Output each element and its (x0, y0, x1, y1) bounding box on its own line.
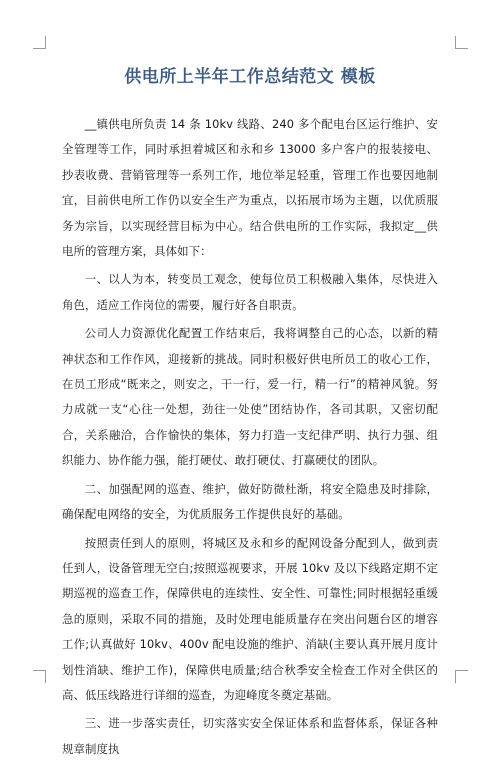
crop-mark-bottom-right (455, 670, 468, 683)
document-body (62, 112, 438, 765)
paragraph-section-three: 三、进一步落实责任，切实落实安全保证体系和监督体系，保证各种规章制度执 (62, 716, 438, 756)
document-title: 供电所上半年工作总结范文 模板 (124, 67, 376, 87)
crop-mark-top-left (33, 36, 46, 49)
paragraph-responsibility: 按照责任到人的原则，将城区及永和乡的配网设备分配到人，做到责任到人，设备管理无空白;按照巡视要求，开展 10kv 及以下线路定期不定期巡视的巡查工作，保障供电的连续性、安全性、可靠性;同时根据轻重缓急的原则，采取不同的措施，及时处理电能质量存在突出问题台区的增容工作;认真做好 10kv、400v 配电设施的维护、消缺(主要认真开展月度计划性消缺、维护工作)，保障供电质量;结合秋季安全检查工作对全供区的高、低压线路进行详细的巡查，为迎峰度冬奠定基础。 (62, 535, 438, 702)
paragraph-section-one: 一、以人为本，转变员工观念，使每位员工积极融入集体，尽快进入角色，适应工作岗位的需要，履行好各自职责。 (62, 272, 438, 312)
paragraph-hr-optimization: 公司人力资源优化配置工作结束后，我将调整自己的心态，以新的精神状态和工作作风，迎接新的挑战。同时积极好供电所员工的收心工作，在员工形成“既来之，则安之，干一行，爱一行，精一行”的精神风貌。努力成就一支“心往一处想，劲往一处使”团结协作，各司其职，又密切配合，关系融洽，合作愉快的集体，努力打造一支纪律严明、执行力强、组织能力、协作能力强，能打硬仗、敢打硬仗、打赢硬仗的团队。 (62, 326, 438, 468)
paragraph-section-two: 二、加强配网的巡查、维护，做好防微杜渐，将安全隐患及时排除，确保配电网络的安全，为优质服务工作提供良好的基础。 (62, 481, 438, 522)
crop-mark-bottom-left (33, 670, 46, 683)
paragraph-intro: __镇供电所负责 14 条 10kv 线路、240 多个配电台区运行维护、安全管理等工作，同时承担着城区和永和乡 13000 多户客户的报装接电、抄表收费、营销管理等一系列工作，地位举足轻重，管理工作也要因地制宜，目前供电所工作仍以安全生产为重点，以拓展市场为主题，以优质服务为宗旨，以实现经营目标为中心。结合供电所的工作实际，我拟定__供电所的管理方案，具体如下： (62, 117, 438, 259)
crop-mark-top-right (455, 36, 468, 49)
